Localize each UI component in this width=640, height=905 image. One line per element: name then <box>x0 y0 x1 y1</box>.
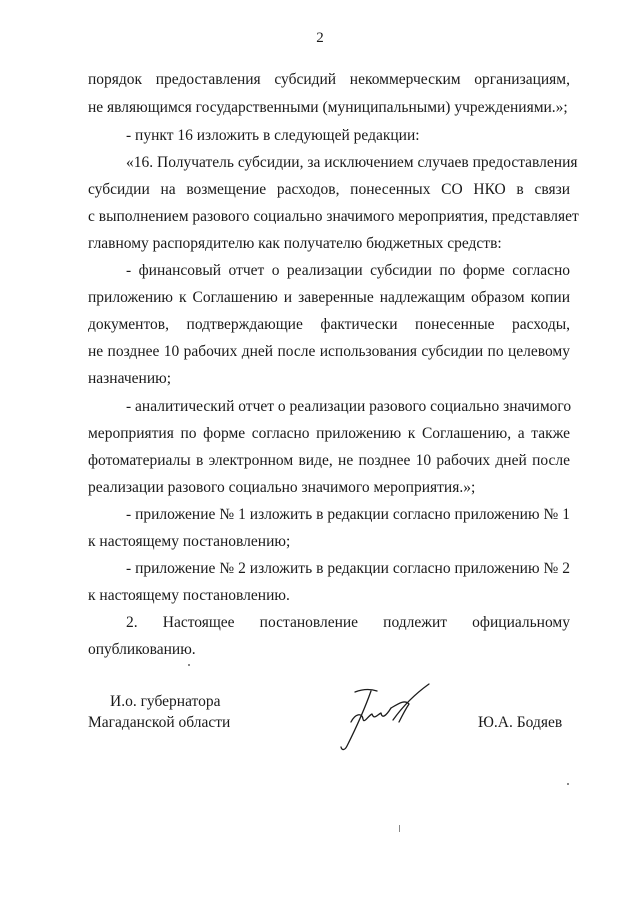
text-line: документов, подтверждающие фактически понесенные расходы, <box>88 316 570 333</box>
scan-speck <box>399 825 400 832</box>
text-line: назначению; <box>88 370 172 387</box>
handwritten-signature <box>335 682 439 754</box>
text-line: «16. Получатель субсидии, за исключением случаев предоставления <box>126 154 578 171</box>
text-line: порядок предоставления субсидий некоммерческим организациям, <box>88 71 570 88</box>
text-line: - пункт 16 изложить в следующей редакции: <box>126 127 420 144</box>
text-line: - приложение № 2 изложить в редакции согласно приложению № 2 <box>126 560 570 577</box>
text-line: приложению к Соглашению и заверенные надлежащим образом копии <box>88 289 570 306</box>
text-line: субсидии на возмещение расходов, понесенных СО НКО в связи <box>88 181 570 198</box>
text-line: не позднее 10 рабочих дней после использования субсидии по целевому <box>88 343 570 360</box>
text-line: - приложение № 1 изложить в редакции согласно приложению № 1 <box>126 506 570 523</box>
signatory-name: Ю.А. Бодяев <box>478 714 563 731</box>
signatory-organization: Магаданской области <box>88 714 231 731</box>
text-line: 2. Настоящее постановление подлежит официальному <box>126 614 570 631</box>
page-number: 2 <box>316 30 324 46</box>
text-line: опубликованию. <box>88 641 196 658</box>
text-line: мероприятия по форме согласно приложению к Соглашению, а также <box>88 425 570 442</box>
text-line: с выполнением разового социально значимого мероприятия, представляет <box>88 208 579 225</box>
text-line: реализации разового социально значимого мероприятия.»; <box>88 479 476 496</box>
text-line: к настоящему постановлению; <box>88 533 291 550</box>
text-line: фотоматериалы в электронном виде, не позднее 10 рабочих дней после <box>88 452 570 469</box>
text-line: к настоящему постановлению. <box>88 587 290 604</box>
text-line: главному распорядителю как получателю бюджетных средств: <box>88 235 502 252</box>
text-line: не являющимся государственными (муниципальными) учреждениями.»; <box>88 99 568 116</box>
scan-speck <box>188 664 190 666</box>
signatory-position: И.о. губернатора <box>110 693 221 710</box>
text-line: - аналитический отчет о реализации разового социально значимого <box>126 398 572 415</box>
text-line: - финансовый отчет о реализации субсидии по форме согласно <box>126 262 570 279</box>
scan-speck <box>567 783 569 785</box>
